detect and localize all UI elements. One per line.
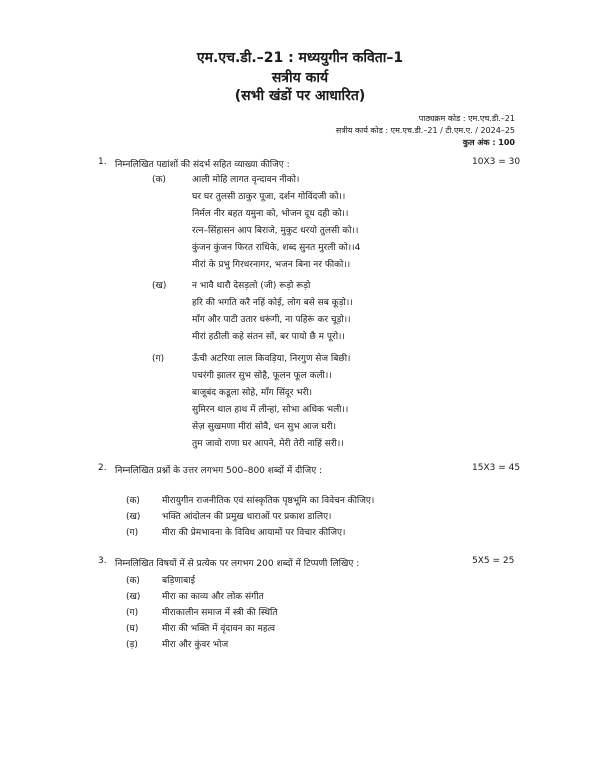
verse-line: तुम जावो राणा घर आपने, मेरी तेरी नाहिं सरी।। (192, 439, 344, 449)
question-number: 3. (98, 556, 107, 566)
total-marks: कुल अंक : 100 (462, 138, 515, 147)
item-text: मीराकालीन समाज में स्त्री की स्थिति (162, 608, 278, 618)
document-basis: (सभी खंडों पर आधारित) (234, 88, 366, 104)
item-text: मीरा की भक्ति में वृंदावन का महत्व (162, 624, 276, 634)
item-label: (ड़) (126, 640, 138, 650)
course-code: पाठ्यक्रम कोड : एम.एच.डी.–21 (418, 114, 515, 123)
verse-line: मीरां के प्रभु गिरधरनागर, भजन बिना नर फीको।। (192, 260, 351, 270)
item-text: मीरा का काव्य और लोक संगीत (162, 592, 264, 602)
verse-line: ऊँची अटरिया लाल किवड़िया, निरगुण सेज बिछी। (192, 354, 351, 364)
question-marks: 10X3 = 30 (472, 157, 521, 167)
item-label: (क) (126, 496, 140, 506)
verse-line: आली मोहि लागत वृन्दावन नीको। (192, 175, 300, 185)
verse-line: हरि की भगति करै नहिं कोई, लोग बसे सब कूड़ो।। (192, 298, 353, 308)
item-label: (ग) (126, 528, 139, 538)
question-marks: 5X5 = 25 (472, 556, 515, 566)
item-text: मीरा और कुंवर भोज (162, 640, 229, 650)
item-label: (ख) (126, 512, 141, 522)
item-label: (ख) (126, 592, 141, 602)
question-text: निम्नलिखित प्रश्नों के उत्तर लगभग 500–800 शब्दों में दीजिए : (115, 466, 323, 476)
item-text: भक्ति आंदोलन की प्रमुख धाराओं पर प्रकाश डालिए। (162, 512, 332, 522)
item-text: मीरा की प्रेमभावना के विविध आयामों पर विचार कीजिए। (162, 528, 346, 538)
document-title: एम.एच.डी.–21 : मध्ययुगीन कविता–1 (196, 50, 404, 66)
verse-line: रत्न–सिंहासन आप बिराजे, मुकुट धरयो तुलसी को।। (192, 226, 359, 236)
item-label: (घ) (126, 624, 139, 634)
verse-line: कुंजन कुंजन फिरत राधिके, शब्द सुनत मुरली को।।4 (192, 243, 361, 253)
verse-line: न भावै थारौ देसड़लो (जी) रूड़ो रूड़ो (192, 281, 311, 291)
part-label: (ग) (152, 354, 165, 364)
verse-line: बाजूबंद कडूला सोहे, माँग सिंदूर भरी। (192, 388, 312, 398)
verse-line: मीरां हठीली कहे संतन सों, बर पायो छै म पूरो।। (192, 332, 345, 342)
verse-line: सुमिरन थाल हाथ में लीन्हां, सोभा अधिक भली।। (192, 405, 349, 415)
item-label: (क) (126, 576, 140, 586)
verse-line: घर घर तुलसी ठाकुर पूजा, दर्शन गोविंदजी को।। (192, 192, 346, 202)
part-label: (क) (152, 175, 166, 185)
document-subtitle: सत्रीय कार्य (271, 70, 329, 86)
question-number: 2. (98, 463, 107, 473)
verse-line: निर्मल नीर बहत यमुना को, भोजन दूध दही को।। (192, 209, 349, 219)
item-label: (ग) (126, 608, 139, 618)
question-text: निम्नलिखित पद्यांशों की संदर्भ सहित व्याख्या कीजिए : (115, 160, 290, 170)
question-marks: 15X3 = 45 (472, 463, 521, 473)
assignment-code: सत्रीय कार्य कोड : एम.एच.डी.–21 / टी.एम.ए. / 2024–25 (335, 126, 515, 135)
item-text: बड़िणाबाई (162, 576, 196, 586)
question-number: 1. (98, 157, 107, 167)
question-text: निम्नलिखित विषयों में से प्रत्येक पर लगभग 200 शब्दों में टिप्पणी लिखिए : (115, 559, 360, 569)
item-text: मीरायुगीन राजनीतिक एवं सांस्कृतिक पृष्ठभूमि का विवेचन कीजिए। (162, 496, 375, 506)
part-label: (ख) (152, 281, 167, 291)
verse-line: माँग और पाटी उतार धरूंगी, ना पहिरूं कर चूड़ो।। (192, 315, 351, 325)
verse-line: पचरंगी झालर सुभ सोहै, फूलन फूल कली।। (192, 371, 332, 381)
verse-line: सेज़ सुखमणा मीरां सोवै, धन सुभ आज घरी। (192, 422, 337, 432)
